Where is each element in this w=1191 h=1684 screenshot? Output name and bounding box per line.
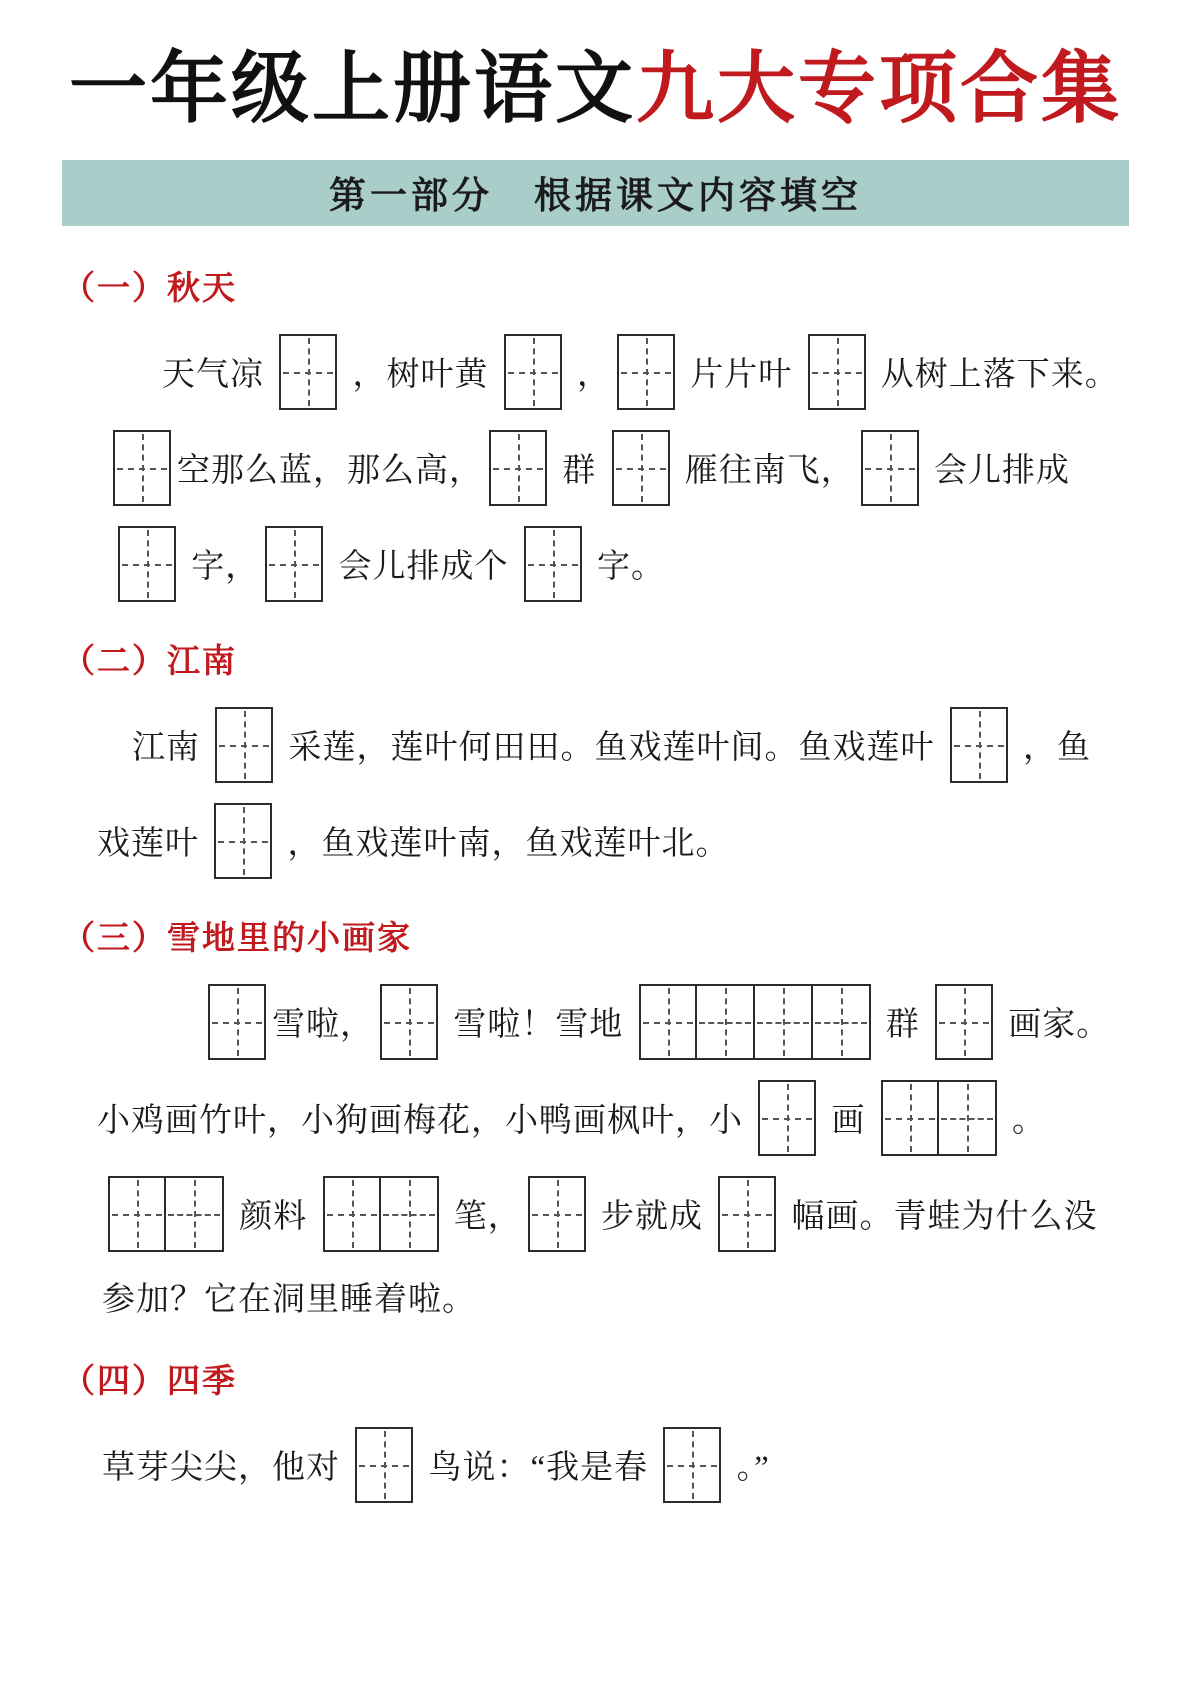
text-run: 空那么蓝，那么高， [177,453,483,490]
text-run: 颜料 [230,1199,317,1236]
text-run: ，鱼戏莲叶南，鱼戏莲叶北。 [278,826,730,863]
tianzige-cell [663,1427,721,1503]
text-run: 群 [876,1007,929,1044]
text-run: 步就成 [591,1199,713,1236]
text-run: 草芽尖尖，他对 [102,1450,350,1487]
tianzige-cell [380,984,438,1060]
answer-box [208,984,266,1060]
answer-box [265,526,323,602]
tianzige-cell [208,984,266,1060]
tianzige-cell [861,430,919,506]
answer-box [950,707,1008,783]
tianzige-cell [108,1176,166,1252]
tianzige-cell [881,1080,939,1156]
answer-box [758,1080,816,1156]
worksheet-line [62,800,1129,882]
page-title-black: 一年级上册语文 [68,45,636,132]
tianzige-cell [215,707,273,783]
tianzige-cell [166,1176,224,1252]
tianzige-cell [381,1176,439,1252]
section-heading: （二）江南 [62,643,237,680]
tianzige-cell [113,430,171,506]
tianzige-cell [939,1080,997,1156]
text-run: 幅画。青蛙为什么没 [782,1199,1098,1236]
answer-box-strip [881,1080,997,1156]
answer-box [355,1427,413,1503]
answer-box [718,1176,776,1252]
text-run: 笔， [444,1199,522,1236]
section-heading: （三）雪地里的小画家 [62,920,412,957]
tianzige-cell [355,1427,413,1503]
answer-box [663,1427,721,1503]
text-run: 鸟说：“我是春 [419,1450,658,1487]
section-3 [62,912,1129,1325]
text-run: 会儿排成个 [329,549,518,586]
answer-box-strip [108,1176,224,1252]
answer-box [380,984,438,1060]
answer-box [808,334,866,410]
answer-box [935,984,993,1060]
text-run: ，鱼 [1013,730,1091,767]
section-heading: （四）四季 [62,1363,237,1400]
text-run: 雪啦， [272,1007,374,1044]
answer-box [279,334,337,410]
text-run: 字， [182,549,260,586]
answer-box [113,430,171,506]
text-run: 江南 [132,730,210,767]
tianzige-cell [758,1080,816,1156]
answer-box [861,430,919,506]
tianzige-cell [639,984,697,1060]
tianzige-cell [617,334,675,410]
worksheet-line [62,1269,1129,1325]
answer-box [612,430,670,506]
answer-box-strip [639,984,871,1060]
answer-box [489,430,547,506]
text-run: 群 [553,453,606,490]
section-2 [62,635,1129,882]
tianzige-cell [755,984,813,1060]
tianzige-cell [718,1176,776,1252]
tianzige-cell [524,526,582,602]
worksheet-body [0,226,1191,1506]
page-title-red: 九大专项合集 [636,45,1123,132]
section-4 [62,1355,1129,1506]
tianzige-cell [504,334,562,410]
tianzige-cell [612,430,670,506]
answer-box-strip [323,1176,439,1252]
text-run: 小鸡画竹叶，小狗画梅花，小鸭画枫叶，小 [97,1103,753,1140]
text-run: 画 [822,1103,875,1140]
text-run: 。” [727,1450,770,1487]
text-run: 雁往南飞， [675,453,855,490]
text-run: 会儿排成 [924,453,1070,490]
tianzige-cell [935,984,993,1060]
section-1 [62,262,1129,605]
text-run: 天气凉 [162,357,274,394]
answer-box [504,334,562,410]
text-run: 参加？它在洞里睡着啦。 [102,1282,476,1319]
tianzige-cell [323,1176,381,1252]
text-run: 从树上落下来。 [871,357,1119,394]
worksheet-line [62,1077,1129,1159]
tianzige-cell [489,430,547,506]
worksheet-line [62,1173,1129,1255]
text-run: 字。 [587,549,665,586]
text-run: ，树叶黄 [343,357,498,394]
tianzige-cell [808,334,866,410]
worksheet-line [62,981,1129,1063]
section-heading: （一）秋天 [62,270,237,307]
worksheet-line [62,331,1129,413]
page-title [0,0,1191,134]
tianzige-cell [214,803,272,879]
answer-box [215,707,273,783]
tianzige-cell [265,526,323,602]
answer-box [528,1176,586,1252]
text-run: 采莲，莲叶何田田。鱼戏莲叶间。鱼戏莲叶 [279,730,944,767]
worksheet-line [62,427,1129,509]
tianzige-cell [813,984,871,1060]
tianzige-cell [528,1176,586,1252]
part-banner: 第一部分 根据课文内容填空 [62,160,1129,226]
worksheet-line [62,1424,1129,1506]
answer-box [118,526,176,602]
text-run: ， [567,357,611,394]
text-run: 雪啦！雪地 [444,1007,633,1044]
worksheet-line [62,704,1129,786]
tianzige-cell [697,984,755,1060]
tianzige-cell [279,334,337,410]
worksheet-line [62,523,1129,605]
answer-box [617,334,675,410]
tianzige-cell [950,707,1008,783]
text-run: 。 [1002,1103,1046,1140]
answer-box [214,803,272,879]
text-run: 片片叶 [681,357,802,394]
answer-box [524,526,582,602]
tianzige-cell [118,526,176,602]
text-run: 画家。 [999,1007,1111,1044]
text-run: 戏莲叶 [97,826,209,863]
